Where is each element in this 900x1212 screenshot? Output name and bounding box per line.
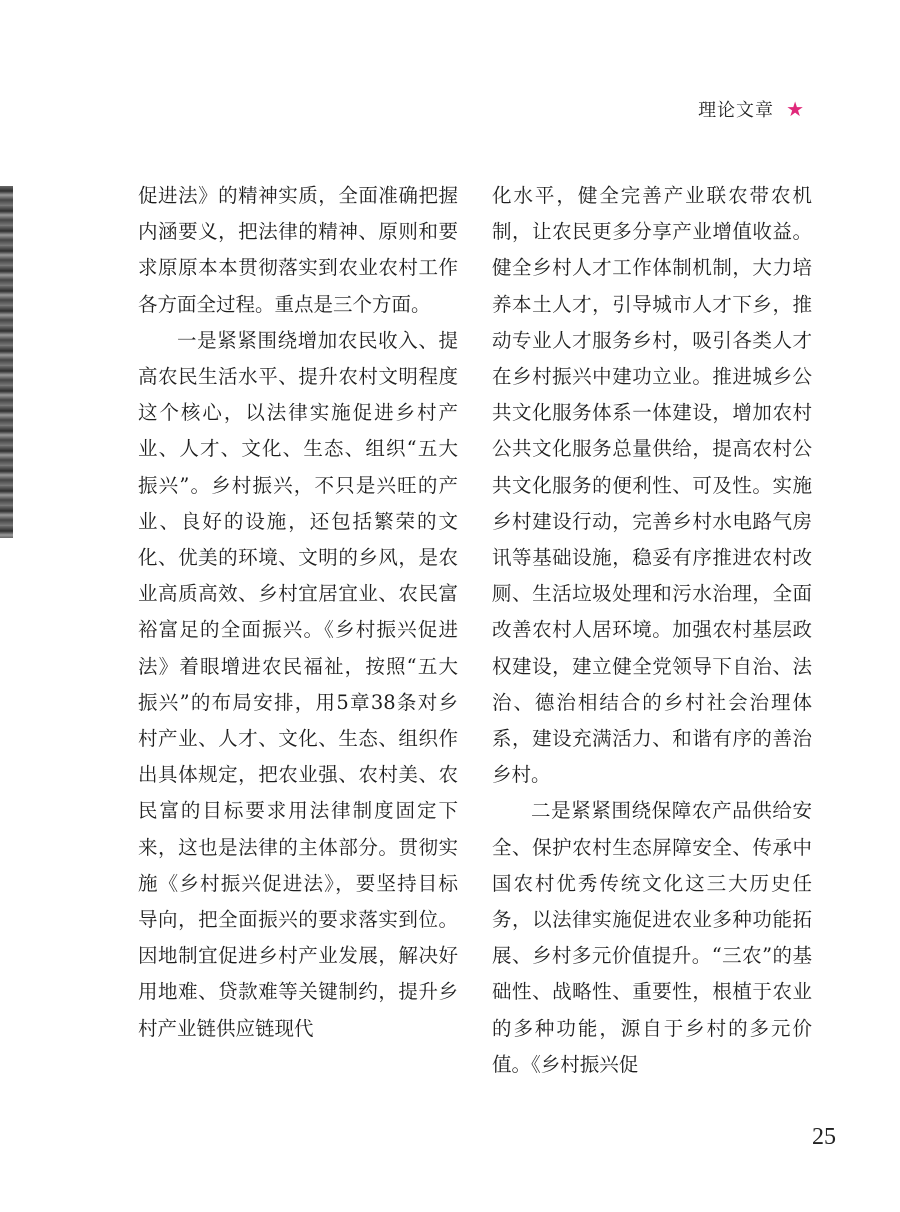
left-column bbox=[138, 178, 458, 1047]
side-photo-strip bbox=[0, 186, 13, 538]
section-title: 理论文章 bbox=[698, 100, 775, 121]
paragraph: 二是紧紧围绕保障农产品供给安全、保护农村生态屏障安全、传承中国农村优秀传统文化这三大历史任务，以法律实施促进农业多种功能拓展、乡村多元价值提升。“三农”的基础性、战略性、重要性，根植于农业的多种功能，源自于乡村的多元价值。《乡村振兴促 bbox=[492, 799, 812, 1076]
paragraph: 一是紧紧围绕增加农民收入、提高农民生活水平、提升农村文明程度这个核心，以法律实施促进乡村产业、人才、文化、生态、组织“五大振兴”。乡村振兴，不只是兴旺的产业、良好的设施，还包括繁荣的文化、优美的环境、文明的乡风，是农业高质高效、乡村宜居宜业、农民富裕富足的全面振兴。《乡村振兴促进法》着眼增进农民福祉，按照“五大振兴”的布局安排，用5章38条对乡村产业、人才、文化、生态、组织作出具体规定，把农业强、农村美、农民富的目标要求用法律制度固定下来，这也是法律的主体部分。贯彻实施《乡村振兴促进法》，要坚持目标导向，把全面振兴的要求落实到位。因地制宜促进乡村产业发展，解决好用地难、贷款难等关键制约，提升乡村产业链供应链现代 bbox=[138, 328, 458, 1040]
paragraph-continuation: 促进法》的精神实质，全面准确把握内涵要义，把法律的精神、原则和要求原原本本贯彻落实到农业农村工作各方面全过程。重点是三个方面。 bbox=[138, 184, 458, 316]
running-header bbox=[698, 96, 804, 122]
page-number: 25 bbox=[812, 1124, 836, 1150]
star-icon: ★ bbox=[786, 97, 804, 121]
paragraph-continuation: 化水平，健全完善产业联农带农机制，让农民更多分享产业增值收益。健全乡村人才工作体制机制，大力培养本土人才，引导城市人才下乡，推动专业人才服务乡村，吸引各类人才在乡村振兴中建功立业。推进城乡公共文化服务体系一体建设，增加农村公共文化服务总量供给，提高农村公共文化服务的便利性、可及性。实施乡村建设行动，完善乡村水电路气房讯等基础设施，稳妥有序推进农村改厕、生活垃圾处理和污水治理，全面改善农村人居环境。加强农村基层政权建设，建立健全党领导下自治、法治、德治相结合的乡村社会治理体系，建设充满活力、和谐有序的善治乡村。 bbox=[492, 184, 812, 787]
right-column bbox=[492, 178, 812, 1083]
